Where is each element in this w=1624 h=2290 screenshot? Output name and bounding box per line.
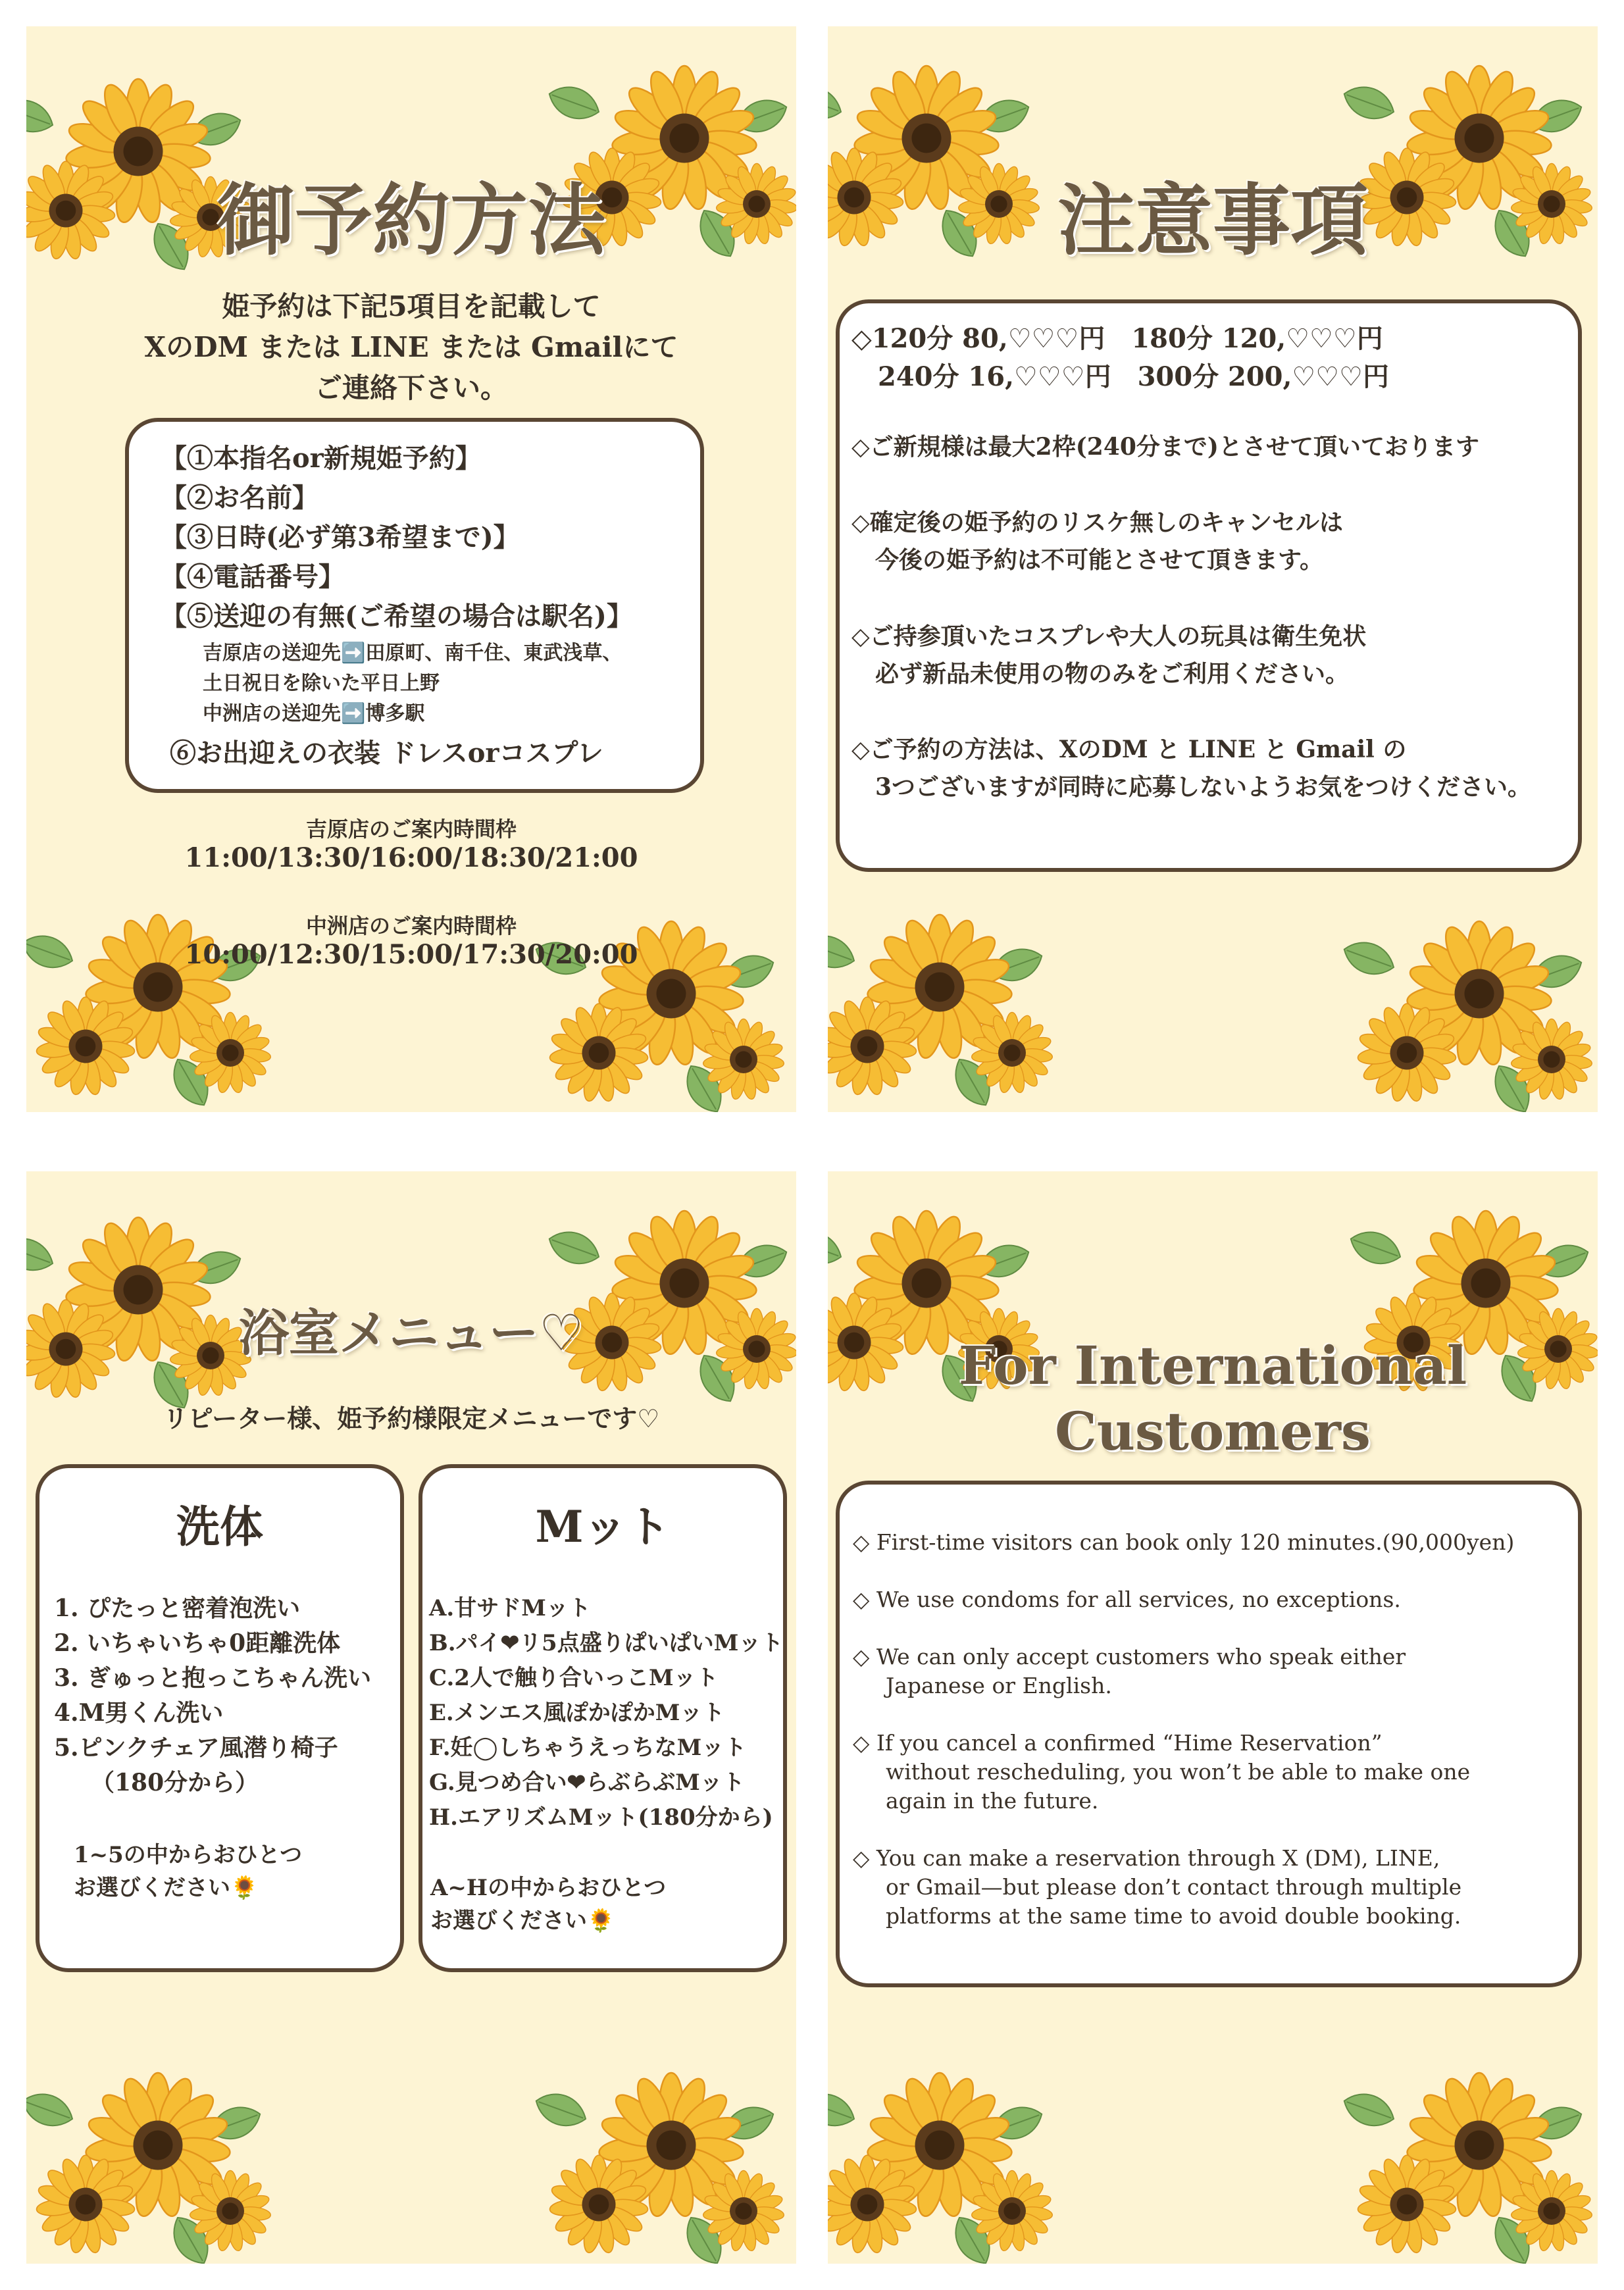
body-wash-item: 5.ピンクチェア風潜り椅子 <box>54 1734 338 1762</box>
intl-item: or Gmail—but please don’t contact through multiple <box>886 1874 1462 1900</box>
pickup-note: 吉原店の送迎先➡️田原町、南千住、東武浅草、 <box>203 642 622 665</box>
yoshiwara-label: 吉原店のご案内時間枠 <box>305 817 517 842</box>
intro-line: XのDM または LINE または Gmailにて <box>144 331 678 363</box>
international-box <box>836 1481 1582 1987</box>
note-item: 3つございますが同時に応募しないようお気をつけください。 <box>851 773 1532 801</box>
note-item: ◇ご新規様は最大2枠(240分まで)とさせて頂いております <box>851 433 1479 461</box>
notes-title: 注意事項 <box>1057 174 1368 266</box>
pickup-note: 土日祝日を除いた平日上野 <box>203 672 440 695</box>
intro-line: ご連絡下さい。 <box>314 372 508 404</box>
price-line: ◇120分 80,♡♡♡円 180分 120,♡♡♡円 <box>851 323 1383 354</box>
international-title-line1: For International <box>958 1335 1467 1396</box>
reservation-item: 【⑤送迎の有無(ご希望の場合は駅名)】 <box>161 601 633 632</box>
mat-item: C.2人で触り合いっこMット <box>429 1665 719 1691</box>
international-panel <box>828 1171 1598 2264</box>
international-title-line2: Customers <box>1055 1400 1371 1462</box>
intl-item: without rescheduling, you won’t be able to make one <box>886 1759 1471 1785</box>
intl-item: ◇ We can only accept customers who speak either <box>853 1644 1406 1669</box>
mat-footer: A~Hの中からおひとつ <box>430 1875 667 1901</box>
intl-item: Japanese or English. <box>886 1673 1112 1698</box>
body-wash-footer: 1~5の中からおひとつ <box>74 1842 303 1868</box>
mat-heading: Mット <box>535 1501 671 1552</box>
note-item: ◇ご予約の方法は、XのDM と LINE と Gmail の <box>851 736 1407 763</box>
reservation-title: 御予約方法 <box>216 174 605 266</box>
body-wash-heading: 洗体 <box>176 1501 263 1552</box>
intl-item: ◇ We use condoms for all services, no exceptions. <box>853 1587 1401 1612</box>
bath-menu-panel <box>26 1171 796 2264</box>
reservation-panel <box>26 26 796 1112</box>
nakasu-label: 中洲店のご案内時間枠 <box>305 913 517 938</box>
notes-panel <box>828 26 1598 1112</box>
intl-item: again in the future. <box>886 1788 1099 1814</box>
mat-item: G.見つめ合い❤らぶらぶMット <box>429 1769 745 1796</box>
mat-box <box>419 1464 787 1972</box>
body-wash-item: 2. いちゃいちゃ0距離洗体 <box>54 1629 341 1657</box>
bath-subtitle: リピーター様、姫予約様限定メニューです♡ <box>163 1404 660 1433</box>
note-item: ◇確定後の姫予約のリスケ無しのキャンセルは <box>851 509 1343 536</box>
body-wash-item: 1. ぴたっと密着泡洗い <box>54 1594 301 1622</box>
intl-item: ◇ You can make a reservation through X (DM), LINE, <box>853 1845 1440 1871</box>
reservation-item: 【②お名前】 <box>161 482 318 513</box>
reservation-item: 【④電話番号】 <box>161 561 345 592</box>
intl-item: ◇ First-time visitors can book only 120 minutes.(90,000yen) <box>853 1529 1515 1555</box>
notes-box <box>836 299 1582 872</box>
yoshiwara-times: 11:00/13:30/16:00/18:30/21:00 <box>184 842 638 873</box>
mat-item: F.妊◯しちゃうえっちなMット <box>429 1735 747 1761</box>
reservation-item-6: ⑥お出迎えの衣装 ドレスorコスプレ <box>170 738 603 769</box>
nakasu-times: 10:00/12:30/15:00/17:30/20:00 <box>184 939 638 970</box>
mat-item: E.メンエス風ぽかぽかMット <box>429 1700 725 1726</box>
mat-footer: お選びください🌻 <box>430 1908 615 1934</box>
note-item: 必ず新品未使用の物のみをご利用ください。 <box>851 660 1350 688</box>
reservation-intro <box>26 286 796 409</box>
bath-title: 浴室メニュー♡ <box>238 1304 584 1362</box>
note-item: 今後の姫予約は不可能とさせて頂きます。 <box>851 546 1324 574</box>
pickup-note: 中洲店の送迎先➡️博多駅 <box>203 702 425 725</box>
price-line: 240分 16,♡♡♡円 300分 200,♡♡♡円 <box>851 361 1390 392</box>
reservation-items-box <box>125 418 704 793</box>
body-wash-footer: お選びください🌻 <box>74 1875 259 1901</box>
reservation-item: 【③日時(必ず第3希望まで)】 <box>161 522 520 553</box>
reservation-item: 【①本指名or新規姫予約】 <box>161 443 482 474</box>
note-item: ◇ご持参頂いたコスプレや大人の玩具は衛生免状 <box>851 623 1367 650</box>
intl-item: ◇ If you cancel a confirmed “Hime Reservation” <box>853 1730 1383 1756</box>
body-wash-item: 3. ぎゅっと抱っこちゃん洗い <box>54 1664 372 1692</box>
body-wash-box <box>36 1464 404 1972</box>
mat-item: B.パイ❤リ5点盛りぱいぱいMット <box>429 1630 784 1656</box>
body-wash-item: 4.M男くん洗い <box>54 1699 224 1727</box>
intl-item: platforms at the same time to avoid double booking. <box>886 1903 1461 1929</box>
body-wash-item: （180分から） <box>79 1769 259 1796</box>
intro-line: 姫予約は下記5項目を記載して <box>222 290 601 322</box>
mat-item: A.甘サドMット <box>429 1595 591 1621</box>
mat-item: H.エアリズムMット(180分から) <box>429 1804 773 1831</box>
